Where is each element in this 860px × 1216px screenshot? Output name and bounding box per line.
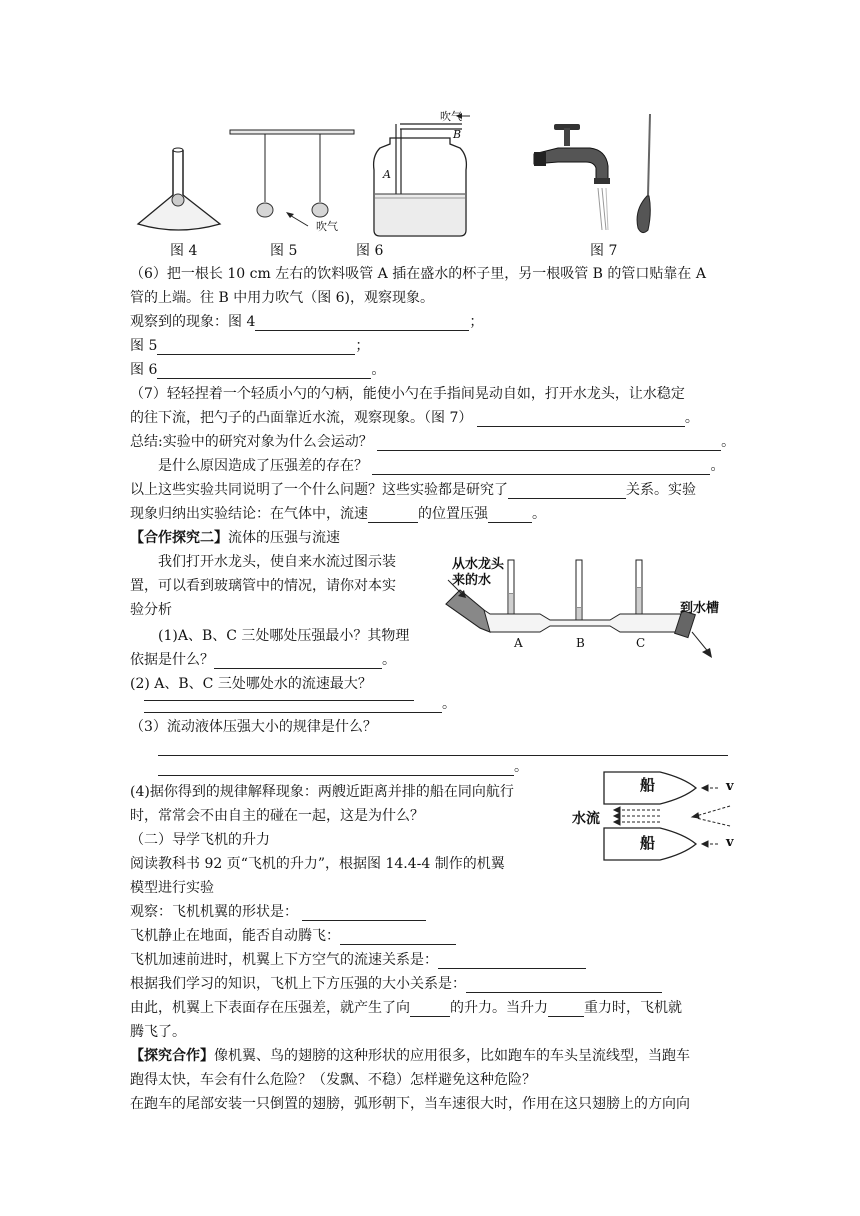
coop2-q3-row2 — [158, 758, 528, 776]
apparatus-inlet-label-1: 从水龙头 — [452, 557, 505, 572]
answer-blank-summary[interactable] — [377, 436, 721, 451]
apparatus-outlet-label: 到水槽 — [680, 601, 720, 616]
coop2-bracket: 【合作探究二】 — [130, 530, 228, 546]
apparatus-point-b: B — [576, 636, 585, 650]
answer-blank-q3-a[interactable] — [158, 741, 728, 756]
lift-title: （二）导学飞机的升力 — [130, 832, 270, 848]
observation-fig6-row — [130, 361, 385, 379]
punct: ； — [469, 314, 484, 330]
punct: 。 — [442, 696, 456, 712]
cause-row — [158, 457, 724, 475]
answer-blank-speed[interactable] — [368, 508, 418, 523]
section7-line2: 的往下流，把勺子的凸面靠近水流，观察现象。（图 7） — [130, 410, 473, 426]
punct: 。 — [532, 506, 546, 522]
figure-6-blow-label: 吹气 — [440, 110, 462, 123]
lift-accel-row — [130, 951, 586, 969]
explore-row-2: 跑得太快，车会有什么危险？（发飘、不稳）怎样避免这种危险？ — [130, 1072, 536, 1088]
figure-4-funnel — [130, 140, 230, 235]
apparatus-point-c: C — [636, 636, 646, 650]
apparatus-point-a: A — [514, 636, 523, 650]
answer-blank-q3-b[interactable] — [158, 761, 514, 776]
section7-line1: （7）轻轻捏着一个轻质小勺的勺柄，能使小勺在手指间晃动自如，打开水龙头，让水稳定 — [130, 386, 685, 402]
lift-still: 飞机静止在地面，能否自动腾飞： — [130, 928, 340, 944]
explore-row-1 — [130, 1047, 690, 1065]
lift-accel: 飞机加速前进时，机翼上下方空气的流速关系是： — [130, 952, 438, 968]
boat-label-top: 船 — [640, 776, 656, 794]
observation-fig5-row — [130, 337, 369, 355]
coop2-title — [130, 529, 340, 547]
coop2-p3: 验分析 — [130, 602, 172, 618]
answer-blank-fig5[interactable] — [157, 340, 355, 355]
answer-blank-pressure-relation[interactable] — [466, 978, 662, 993]
conclusion-row-2 — [130, 505, 546, 523]
punct: 。 — [371, 362, 386, 378]
boat-label-bottom: 船 — [640, 834, 656, 852]
lift-press-row — [130, 975, 662, 993]
section6-line2: 管的上端。往 B 中用力吹气（图 6)，观察现象。 — [130, 290, 435, 306]
conclusion-text: 的位置压强 — [418, 506, 488, 522]
conclusion-text: 以上这些实验共同说明了一个什么问题？这些实验都是研究了 — [130, 482, 508, 498]
coop2-p1: 我们打开水龙头，使自来水流过图示装 — [158, 554, 396, 570]
coop2-q2: (2) A、B、C 三处哪处水的流速最大？ — [130, 676, 372, 692]
punct: 。 — [382, 652, 396, 668]
figure-4-caption: 图 4 — [170, 243, 198, 259]
lift-obs-row — [130, 903, 426, 921]
lift-read-1: 阅读教科书 92 页“飞机的升力”，根据图 14.4-4 制作的机翼 — [130, 856, 505, 872]
figure-7-spoon — [630, 112, 660, 240]
velocity-label-bottom: v — [726, 835, 734, 850]
lift-result-row-2: 腾飞了。 — [130, 1024, 186, 1040]
observation-fig4-row — [130, 313, 483, 331]
answer-blank-takeoff[interactable] — [340, 930, 456, 945]
punct: ； — [355, 338, 370, 354]
lift-read-2: 模型进行实验 — [130, 880, 214, 896]
observation-fig5-label: 图 5 — [130, 338, 158, 354]
figure-7-faucet — [528, 118, 628, 238]
lift-press: 根据我们学习的知识，飞机上下方压强的大小关系是： — [130, 976, 466, 992]
conclusion-text: 现象归纳出实验结论：在气体中，流速 — [130, 506, 368, 522]
answer-blank-lift-compare[interactable] — [548, 1002, 584, 1017]
answer-blank-fig4[interactable] — [255, 316, 469, 331]
coop2-q1a: (1)A、B、C 三处哪处压强最小？其物理 — [158, 628, 410, 644]
explore-bracket: 【探究合作】 — [130, 1048, 214, 1064]
velocity-label-top: v — [726, 779, 734, 794]
lift-result: 由此，机翼上下表面存在压强差，就产生了向 — [130, 1000, 410, 1016]
lift-result: 的升力。当升力 — [450, 1000, 548, 1016]
lift-result: 重力时，飞机就 — [584, 1000, 682, 1016]
explore-row-3: 在跑车的尾部安装一只倒置的翅膀，弧形朝下，当车速很大时，作用在这只翅膀上的方向向 — [130, 1096, 690, 1112]
answer-blank-fig6[interactable] — [157, 364, 371, 379]
coop2-q4b: 时，常常会不由自主的碰在一起，这是为什么？ — [130, 808, 424, 824]
answer-blank-fig7[interactable] — [477, 412, 685, 427]
section7-line2-row — [130, 409, 699, 427]
section6-line1: （6）把一根长 10 cm 左右的饮料吸管 A 插在盛水的杯子里，另一根吸管 B 的管口贴靠在 A — [130, 266, 706, 282]
answer-blank-q1[interactable] — [214, 654, 382, 669]
punct: 。 — [710, 458, 725, 474]
punct: 。 — [514, 759, 528, 775]
coop2-q1b-row — [130, 651, 396, 669]
coop2-q4a: (4)据你得到的规律解释现象：两艘近距离并排的船在同向航行 — [130, 784, 514, 800]
summary-row — [130, 433, 735, 451]
explore-line1: 像机翼、鸟的翅膀的这种形状的应用很多，比如跑车的车头呈流线型，当跑车 — [214, 1048, 690, 1064]
answer-blank-q2-b[interactable] — [144, 698, 442, 713]
answer-blank-cause[interactable] — [372, 460, 710, 475]
water-flow-label: 水流 — [572, 811, 600, 827]
answer-blank-wing-shape[interactable] — [302, 906, 426, 921]
figure-6-label-a: A — [383, 168, 391, 181]
punct: 。 — [684, 410, 699, 426]
observation-fig6-label: 图 6 — [130, 362, 158, 378]
summary-question: 总结:实验中的研究对象为什么会运动？ — [130, 434, 373, 450]
answer-blank-relation[interactable] — [508, 484, 626, 499]
coop2-q3: （3）流动液体压强大小的规律是什么？ — [130, 719, 377, 735]
coop2-q2-row2 — [144, 695, 456, 713]
coop2-q1b: 依据是什么？ — [130, 652, 214, 668]
apparatus-inlet-label-2: 来的水 — [452, 573, 492, 588]
figure-5-hanging-balls — [228, 126, 358, 238]
figure-5-blow-label: 吹气 — [316, 220, 338, 233]
punct: 。 — [721, 434, 736, 450]
observation-fig4-label: 观察到的现象：图 4 — [130, 314, 256, 330]
figure-5-caption: 图 5 — [270, 243, 298, 259]
figure-6-caption: 图 6 — [356, 243, 384, 259]
conclusion-row-1 — [130, 481, 696, 499]
figure-6-label-b: B — [453, 128, 462, 141]
cause-question: 是什么原因造成了压强差的存在？ — [158, 458, 368, 474]
lift-result-row — [130, 999, 682, 1017]
coop2-p2: 置，可以看到玻璃管中的情况，请你对本实 — [130, 578, 396, 594]
lift-still-row — [130, 927, 456, 945]
lift-obs: 观察：飞机机翼的形状是： — [130, 904, 298, 920]
figure-7-caption: 图 7 — [590, 243, 618, 259]
answer-blank-pressure[interactable] — [488, 508, 532, 523]
coop2-title-text: 流体的压强与流速 — [228, 530, 340, 546]
conclusion-text: 关系。实验 — [626, 482, 696, 498]
answer-blank-airspeed[interactable] — [438, 954, 586, 969]
answer-blank-lift-direction[interactable] — [410, 1002, 450, 1017]
